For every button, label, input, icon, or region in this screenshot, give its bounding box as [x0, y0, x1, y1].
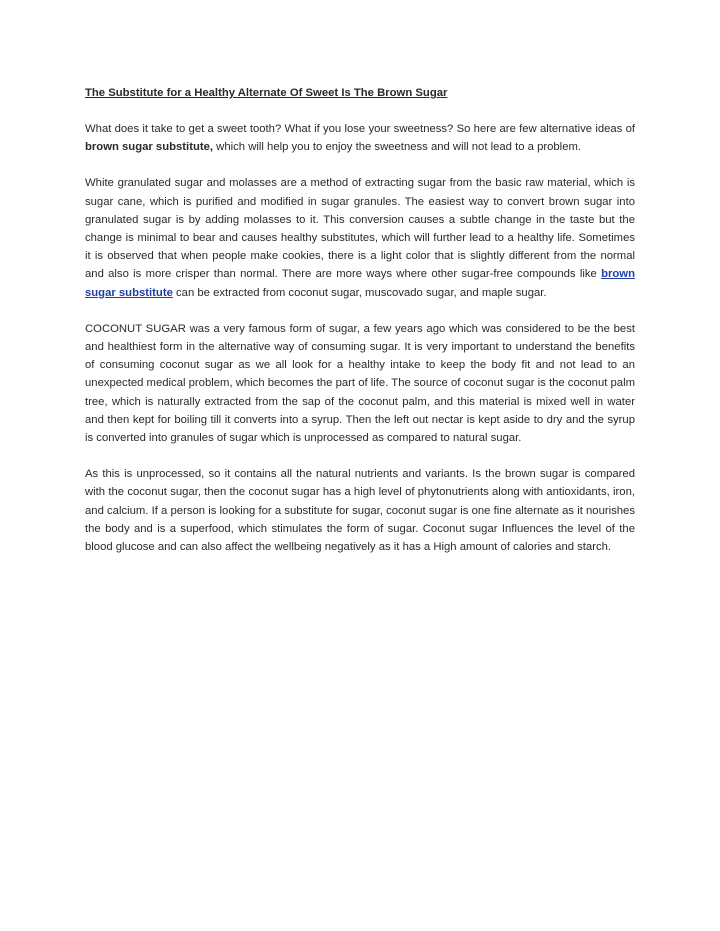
paragraph-intro-text-1: What does it take to get a sweet tooth? What if you lose your sweetness? So here are few alternative ideas of	[85, 123, 635, 135]
document-page	[85, 84, 635, 574]
paragraph-granulated-text-2: can be extracted from coconut sugar, muscovado sugar, and maple sugar.	[172, 286, 547, 299]
paragraph-granulated-text-1: White granulated sugar and molasses are a method of extracting sugar from the basic raw material, which is sugar cane, which is purified and modified in sugar granules. The easiest way to convert brown sugar into granulated sugar is by adding molasses to it. This conversion causes a subtle change in the taste but the change is minimal to bear and causes healthy substitutes, which will further lead to a healthy life. Sometimes it is observed that when people make cookies, there is a light color that is slightly different from the normal and also is more crisper than normal. There are more ways where other sugar-free compounds like	[85, 177, 635, 281]
paragraph-intro-bold-term: brown sugar substitute,	[85, 141, 214, 154]
paragraph-coconut-sugar: COCONUT SUGAR was a very famous form of sugar, a few years ago which was considered to be the best and healthiest form in the alternative way of consuming sugar. It is very important to understand the benefits of consuming coconut sugar as we all look for a healthy intake to keep the body fit and not lead to an unexpected medical problem, which becomes the part of life. The source of coconut sugar is the coconut palm tree, which is naturally extracted from the sap of the coconut palm, and this material is mixed well in water and then kept for boiling till it converts into a syrup. Then the left out nectar is kept aside to dry and the syrup is converted into granules of sugar which is unprocessed as compared to natural sugar.	[85, 322, 635, 445]
brown-sugar-substitute-link[interactable]: brown sugar substitute	[85, 268, 635, 299]
paragraph-intro-text-2: which will help you to enjoy the sweetness and will not lead to a problem.	[213, 141, 582, 154]
document-title: The Substitute for a Healthy Alternate Of Sweet Is The Brown Sugar	[85, 87, 448, 99]
paragraph-granulated-sugar	[85, 174, 635, 301]
paragraph-intro	[85, 120, 635, 156]
paragraph-unprocessed: As this is unprocessed, so it contains all the natural nutrients and variants. Is the brown sugar is compared with the coconut sugar, then the coconut sugar has a high level of phytonutrients along with antioxidants, iron, and calcium. If a person is looking for a substitute for sugar, coconut sugar is one fine alternate as it nourishes the body and is a superfood, which stimulates the form of sugar. Coconut sugar Influences the level of the blood glucose and can also affect the wellbeing negatively as it has a High amount of calories and starch.	[85, 468, 635, 554]
